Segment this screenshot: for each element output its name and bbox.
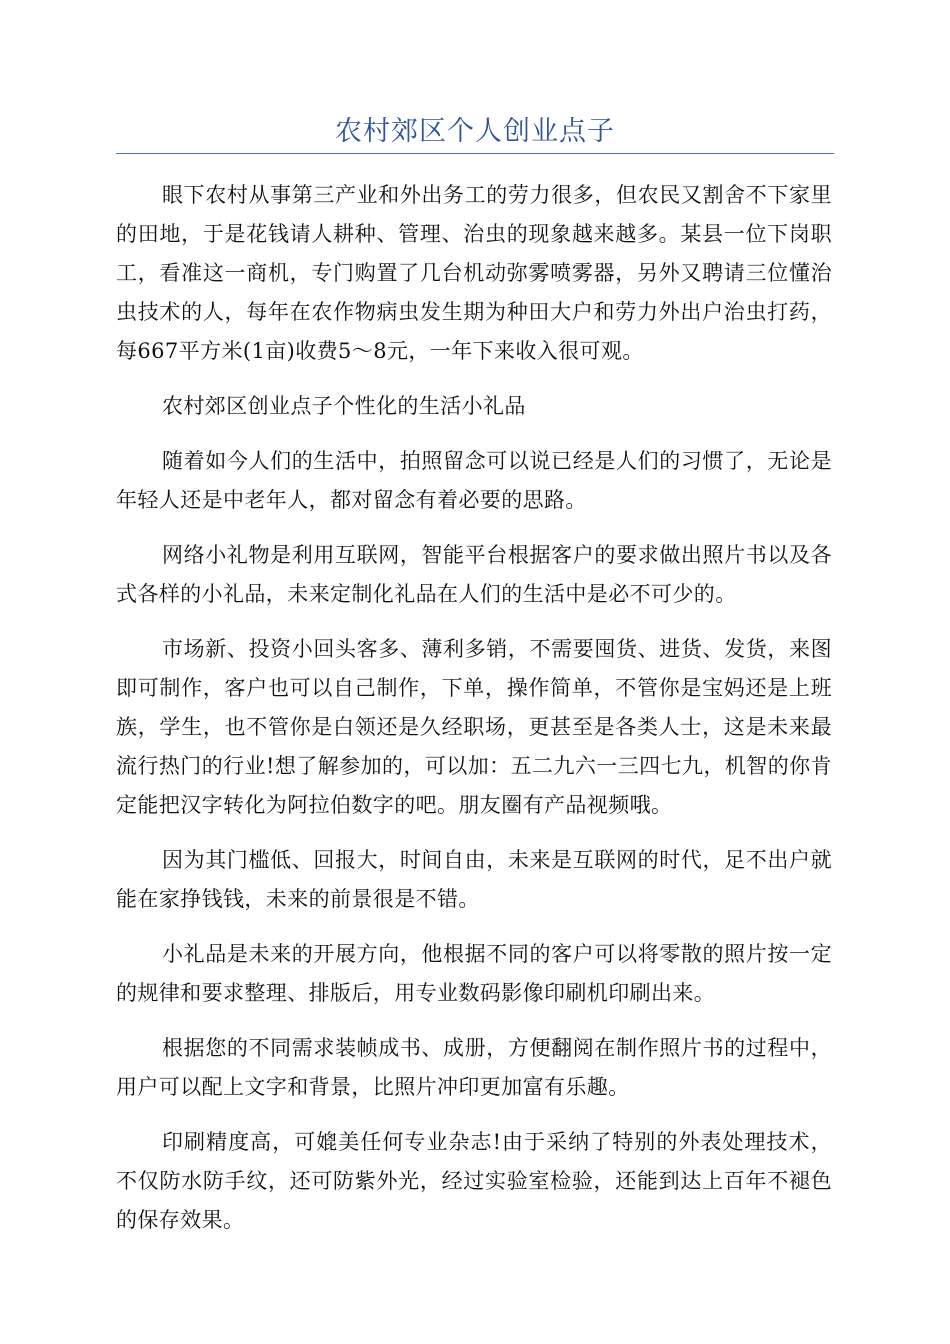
paragraph-1: 眼下农村从事第三产业和外出务工的劳力很多，但农民又割舍不下家里的田地，于是花钱请人耕种、管理、治虫的现象越来越多。某县一位下岗职工，看准这一商机，专门购置了几台机动弥雾喷雾器，另外又聘请三位懂治虫技术的人，每年在农作物病虫发生期为种田大户和劳力外出户治虫打药，每667平方米(1亩)收费5～8元，一年下来收入很可观。	[116, 183, 832, 363]
document-body	[116, 176, 832, 1256]
paragraph-7: 根据您的不同需求装帧成书、成册，方便翻阅在制作照片书的过程中，用户可以配上文字和背景，比照片冲印更加富有乐趣。	[116, 1036, 832, 1099]
paragraph-8: 印刷精度高，可媲美任何专业杂志!由于采纳了特别的外表处理技术，不仅防水防手纹，还可防紫外光，经过实验室检验，还能到达上百年不褪色的保存效果。	[116, 1130, 832, 1232]
paragraph-4: 市场新、投资小回头客多、薄利多销，不需要囤货、进货、发货，来图即可制作，客户也可以自己制作，下单，操作简单，不管你是宝妈还是上班族，学生，也不管你是白领还是久经职场，更甚至是各类人士，这是未来最流行热门的行业!想了解参加的，可以加：五二九六一三四七九，机智的你肯定能把汉字转化为阿拉伯数字的吧。朋友圈有产品视频哦。	[116, 637, 832, 817]
paragraph-5: 因为其门槛低、回报大，时间自由，未来是互联网的时代，足不出户就能在家挣钱钱，未来的前景很是不错。	[116, 848, 832, 911]
document-title: 农村郊区个人创业点子	[335, 116, 615, 147]
paragraph-2: 随着如今人们的生活中，拍照留念可以说已经是人们的习惯了，无论是年轻人还是中老年人，都对留念有着必要的思路。	[116, 449, 832, 512]
title-underline	[116, 153, 834, 154]
paragraph-6: 小礼品是未来的开展方向，他根据不同的客户可以将零散的照片按一定的规律和要求整理、排版后，用专业数码影像印刷机印刷出来。	[116, 942, 832, 1005]
paragraph-3: 网络小礼物是利用互联网，智能平台根据客户的要求做出照片书以及各式各样的小礼品，未来定制化礼品在人们的生活中是必不可少的。	[116, 543, 832, 606]
section-heading: 农村郊区创业点子个性化的生活小礼品	[162, 394, 526, 418]
